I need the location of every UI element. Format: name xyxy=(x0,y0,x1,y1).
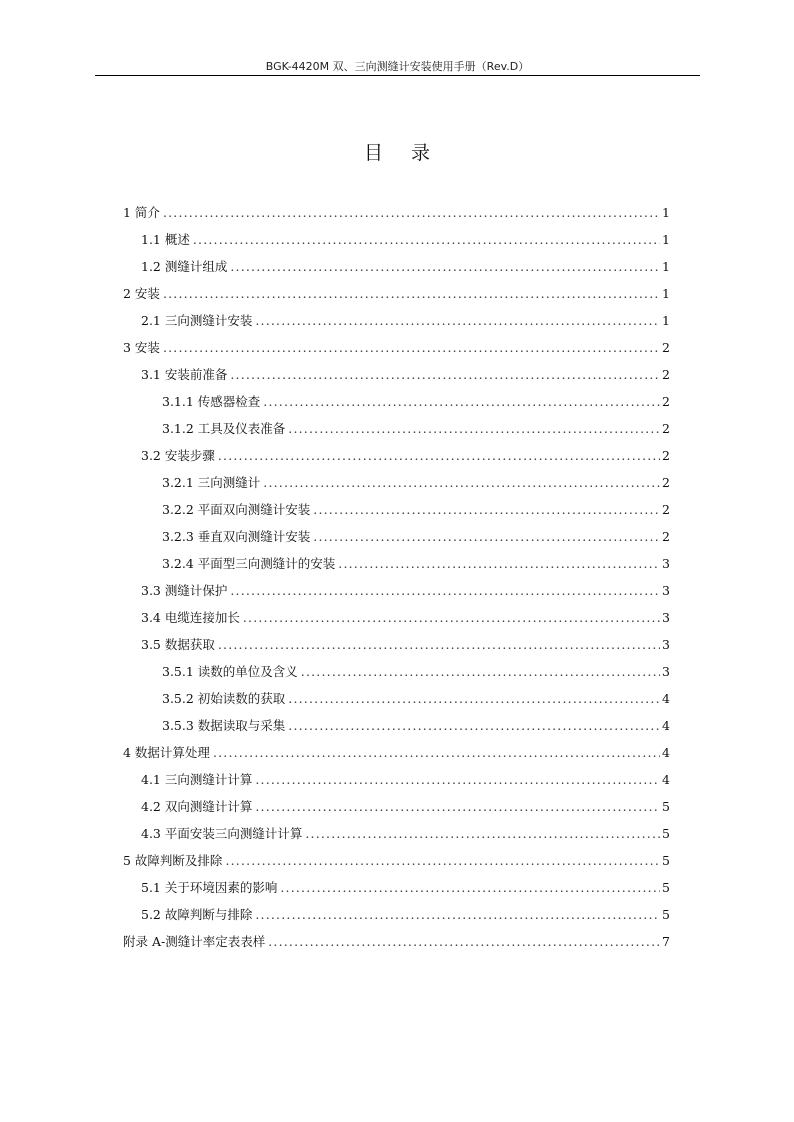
toc-entry-page: 3 xyxy=(662,583,670,598)
toc-entry-page: 1 xyxy=(662,232,670,247)
toc-entry-page: 3 xyxy=(662,637,670,652)
toc-entry-page: 2 xyxy=(662,367,670,382)
toc-entry-label: 5.2 故障判断与排除 xyxy=(141,907,253,922)
dot-leader xyxy=(254,794,660,820)
toc-entry[interactable] xyxy=(141,632,670,658)
toc-entry[interactable] xyxy=(141,767,670,793)
dot-leader xyxy=(242,605,660,631)
toc-entry-label: 3.4 电缆连接加长 xyxy=(141,610,240,625)
toc-entry-page: 2 xyxy=(662,502,670,517)
toc-entry[interactable] xyxy=(162,497,670,523)
toc-entry-label: 5.1 关于环境因素的影响 xyxy=(141,880,278,895)
dot-leader xyxy=(217,632,660,658)
toc-entry-label: 3.2.4 平面型三向测缝计的安装 xyxy=(162,556,336,571)
toc-entry-label: 1 简介 xyxy=(123,205,160,220)
toc-entry-page: 4 xyxy=(662,745,670,760)
toc-entry[interactable] xyxy=(162,686,670,712)
toc-entry-label: 1.1 概述 xyxy=(141,232,190,247)
toc-entry-page: 5 xyxy=(662,853,670,868)
toc-entry-page: 2 xyxy=(662,475,670,490)
toc-entry-page: 5 xyxy=(662,826,670,841)
dot-leader xyxy=(304,821,660,847)
toc-entry-page: 7 xyxy=(662,934,670,949)
dot-leader xyxy=(162,281,660,307)
toc-entry[interactable] xyxy=(123,848,670,874)
toc-entry[interactable] xyxy=(141,605,670,631)
toc-entry[interactable] xyxy=(141,227,670,253)
toc-entry-page: 5 xyxy=(662,907,670,922)
toc-entry[interactable] xyxy=(141,443,670,469)
toc-entry-label: 3.1.1 传感器检查 xyxy=(162,394,261,409)
toc-entry-label: 3.2.3 垂直双向测缝计安装 xyxy=(162,529,311,544)
dot-leader xyxy=(229,362,660,388)
toc-entry-label: 3.2.1 三向测缝计 xyxy=(162,475,261,490)
dot-leader xyxy=(254,902,660,928)
dot-leader xyxy=(224,848,660,874)
toc-entry[interactable] xyxy=(162,470,670,496)
toc-entry-page: 2 xyxy=(662,448,670,463)
toc-entry-label: 4.2 双向测缝计计算 xyxy=(141,799,253,814)
toc-entry-page: 2 xyxy=(662,529,670,544)
dot-leader xyxy=(217,443,660,469)
toc-entry-page: 4 xyxy=(662,772,670,787)
toc-entry[interactable] xyxy=(162,551,670,577)
toc-entry-label: 附录 A-测缝计率定表表样 xyxy=(123,934,266,949)
toc-entry[interactable] xyxy=(162,524,670,550)
toc-entry-page: 1 xyxy=(662,313,670,328)
toc-entry-page: 2 xyxy=(662,394,670,409)
dot-leader xyxy=(287,713,660,739)
toc-entry-page: 3 xyxy=(662,610,670,625)
toc-entry-page: 1 xyxy=(662,205,670,220)
running-header: BGK-4420M 双、三向测缝计安装使用手册（Rev.D） xyxy=(265,60,530,73)
dot-leader xyxy=(212,740,660,766)
dot-leader xyxy=(254,767,660,793)
dot-leader xyxy=(312,497,660,523)
dot-leader xyxy=(229,254,660,280)
toc-entry[interactable] xyxy=(141,902,670,928)
toc-entry-label: 3.5.3 数据读取与采集 xyxy=(162,718,286,733)
toc-entry[interactable] xyxy=(123,740,670,766)
dot-leader xyxy=(162,200,660,226)
header-rule xyxy=(95,75,700,76)
toc-entry-label: 4 数据计算处理 xyxy=(123,745,210,760)
toc-entry-label: 5 故障判断及排除 xyxy=(123,853,223,868)
toc-entry-label: 3.5.1 读数的单位及含义 xyxy=(162,664,298,679)
toc-entry-page: 4 xyxy=(662,718,670,733)
toc-entry-label: 4.3 平面安装三向测缝计计算 xyxy=(141,826,303,841)
dot-leader xyxy=(162,335,660,361)
toc-entry[interactable] xyxy=(141,875,670,901)
dot-leader xyxy=(287,686,660,712)
toc-entry[interactable] xyxy=(141,578,670,604)
toc-entry[interactable] xyxy=(123,200,670,226)
toc-entry[interactable] xyxy=(162,416,670,442)
dot-leader xyxy=(267,929,660,955)
toc-entry-page: 4 xyxy=(662,691,670,706)
toc-entry[interactable] xyxy=(141,794,670,820)
toc-entry[interactable] xyxy=(162,659,670,685)
dot-leader xyxy=(254,308,660,334)
toc-entry-label: 3.2 安装步骤 xyxy=(141,448,215,463)
dot-leader xyxy=(300,659,660,685)
toc-entry-page: 5 xyxy=(662,799,670,814)
toc-title: 目录 xyxy=(363,142,458,164)
dot-leader xyxy=(192,227,660,253)
toc-entry-page: 3 xyxy=(662,556,670,571)
dot-leader xyxy=(312,524,660,550)
toc-entry-page: 2 xyxy=(662,421,670,436)
toc-entry[interactable] xyxy=(123,929,670,955)
toc-entry-page: 5 xyxy=(662,880,670,895)
toc-entry-page: 2 xyxy=(662,340,670,355)
dot-leader xyxy=(262,389,660,415)
toc-entry-label: 4.1 三向测缝计计算 xyxy=(141,772,253,787)
toc-entry[interactable] xyxy=(162,389,670,415)
toc-entry-label: 3.1 安装前准备 xyxy=(141,367,228,382)
toc-entry-page: 1 xyxy=(662,286,670,301)
toc-entry-label: 3 安装 xyxy=(123,340,160,355)
toc-entry-label: 2 安装 xyxy=(123,286,160,301)
toc-entry[interactable] xyxy=(141,362,670,388)
dot-leader xyxy=(262,470,660,496)
toc-entry-label: 3.2.2 平面双向测缝计安装 xyxy=(162,502,311,517)
toc-entry[interactable] xyxy=(141,821,670,847)
toc-entry[interactable] xyxy=(162,713,670,739)
toc-entry-label: 2.1 三向测缝计安装 xyxy=(141,313,253,328)
dot-leader xyxy=(337,551,660,577)
toc-entry[interactable] xyxy=(141,308,670,334)
toc-entry-label: 3.5.2 初始读数的获取 xyxy=(162,691,286,706)
toc-entry[interactable] xyxy=(123,281,670,307)
dot-leader xyxy=(279,875,660,901)
toc-entry-page: 1 xyxy=(662,259,670,274)
dot-leader xyxy=(287,416,660,442)
toc-entry-label: 3.3 测缝计保护 xyxy=(141,583,228,598)
toc-entry[interactable] xyxy=(123,335,670,361)
toc-entry-label: 3.5 数据获取 xyxy=(141,637,215,652)
dot-leader xyxy=(229,578,660,604)
toc-entry[interactable] xyxy=(141,254,670,280)
toc-entry-page: 3 xyxy=(662,664,670,679)
toc-entry-label: 3.1.2 工具及仪表准备 xyxy=(162,421,286,436)
toc-entry-label: 1.2 测缝计组成 xyxy=(141,259,228,274)
